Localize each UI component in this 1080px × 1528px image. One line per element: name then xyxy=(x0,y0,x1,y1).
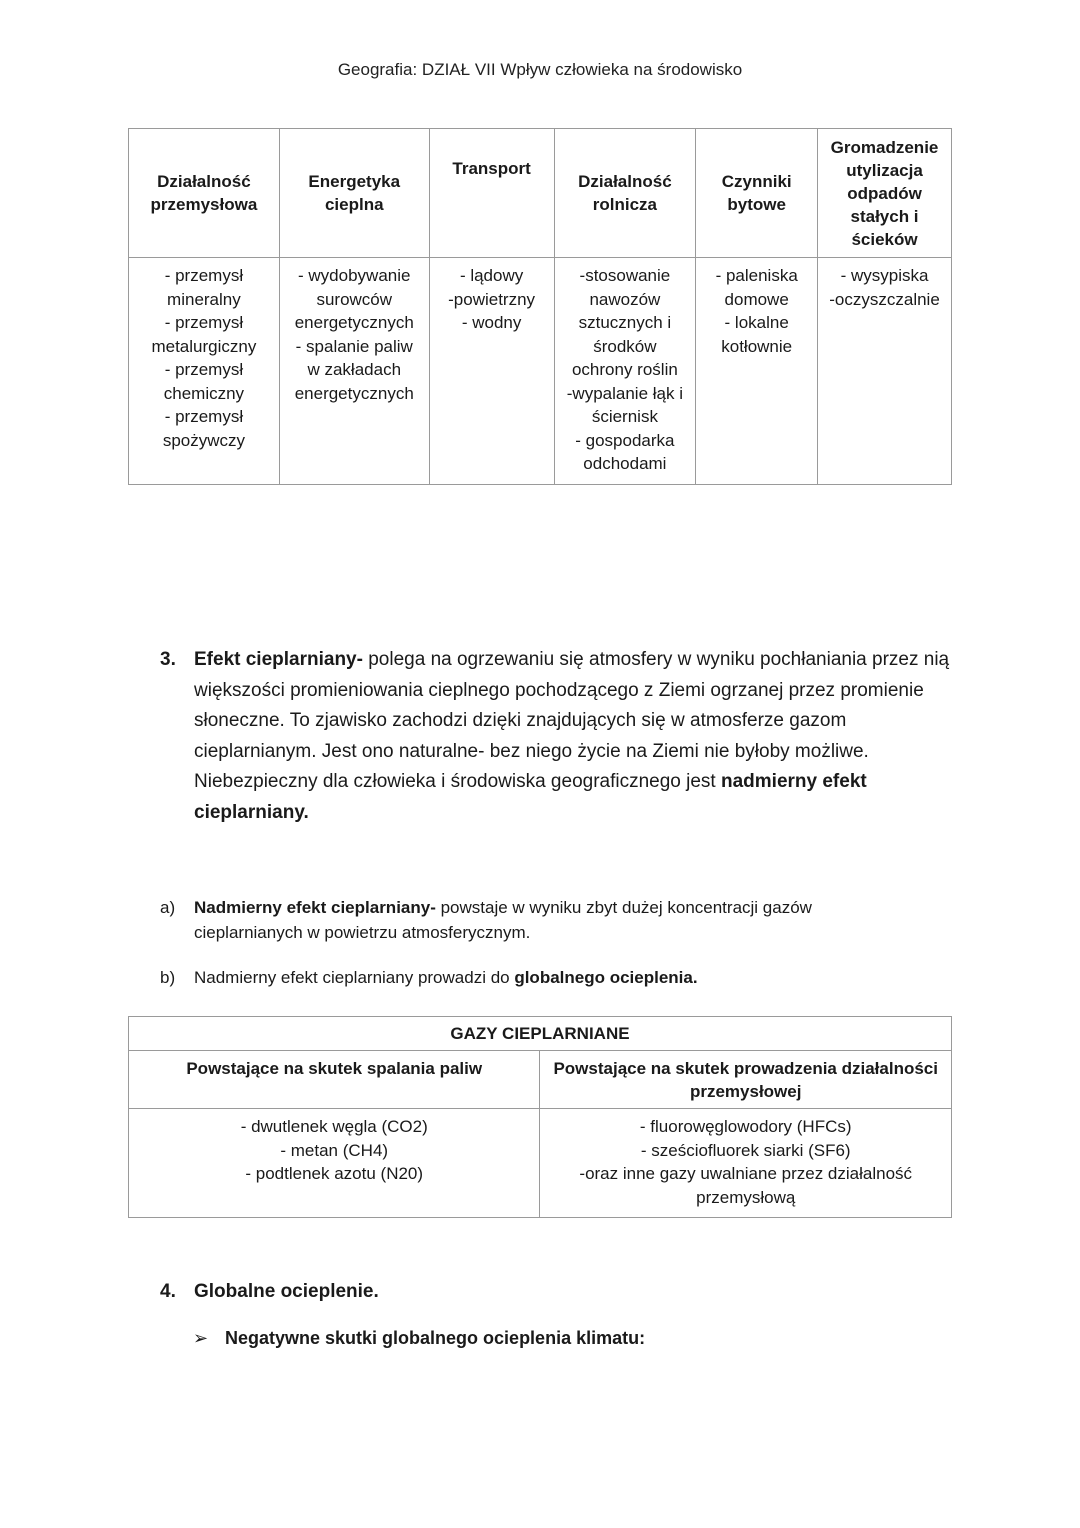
section-4-global-warming xyxy=(160,1281,379,1303)
table-title: GAZY CIEPLARNIANE xyxy=(129,1017,952,1051)
header-cell: Działalność rolnicza xyxy=(554,129,696,258)
item-text: powstaje w wyniku zbyt dużej koncentracji gazów cieplarnianych w powietrzu atmosferycznym. xyxy=(194,898,812,942)
definition-text: polega na ogrzewaniu się atmosfery w wyniku pochłaniania przez nią większości promieniowania cieplnego pochodzącego z Ziemi ogrzanej przez promienie słoneczne. To zjawisko zachodzi dzięki znajdujących się w atmosferze gazom cieplarnianym. Jest ono naturalne- bez niego życie na Ziemi nie byłoby możliwe. Niebezpieczny dla człowieka i środowiska geograficznego jest xyxy=(194,649,950,792)
item-label: a) xyxy=(160,898,176,917)
table-cell: - wysypiska -oczyszczalnie xyxy=(818,258,952,485)
header-cell: Powstające na skutek prowadzenia działalności przemysłowej xyxy=(540,1051,952,1109)
table-cell: - wydobywanie surowców energetycznych - spalanie paliw w zakładach energetycznych xyxy=(279,258,429,485)
greenhouse-gases-table xyxy=(128,1016,952,1218)
header-cell: Transport xyxy=(429,129,554,258)
header-cell: Czynniki bytowe xyxy=(696,129,818,258)
header-cell: Działalność przemysłowa xyxy=(129,129,280,258)
table-cell: - dwutlenek węgla (CO2) - metan (CH4) - podtlenek azotu (N20) xyxy=(129,1109,540,1218)
table-cell: - fluorowęglowodory (HFCs) - sześciofluorek siarki (SF6) -oraz inne gazy uwalniane przez działalność przemysłową xyxy=(540,1109,952,1218)
term: Nadmierny efekt cieplarniany- xyxy=(194,898,436,917)
item-text: Nadmierny efekt cieplarniany prowadzi do xyxy=(194,968,515,987)
list-item-b xyxy=(160,965,920,990)
header-cell: Energetyka cieplna xyxy=(279,129,429,258)
item-label: b) xyxy=(160,968,176,987)
arrow-bullet-icon: ➢ xyxy=(193,1328,209,1348)
table-cell: -stosowanie nawozów sztucznych i środków ochrony roślin -wypalanie łąk i ściernisk - gospodarka odchodami xyxy=(554,258,696,485)
section-number: 4. xyxy=(160,1281,176,1302)
header-cell: Powstające na skutek spalania paliw xyxy=(129,1051,540,1109)
pollution-sources-table xyxy=(128,128,952,485)
section-title: Globalne ocieplenie. xyxy=(194,1281,379,1302)
section-number: 3. xyxy=(160,649,176,670)
emphasis: nadmierny efekt cieplarniany. xyxy=(194,771,867,823)
bullet-item xyxy=(193,1328,645,1349)
section-3-paragraph xyxy=(194,645,960,828)
table-cell: - lądowy -powietrzny - wodny xyxy=(429,258,554,485)
bullet-text: Negatywne skutki globalnego ocieplenia klimatu: xyxy=(225,1328,646,1348)
page-header: Geografia: DZIAŁ VII Wpływ człowieka na środowisko xyxy=(337,60,743,79)
section-3-greenhouse-effect xyxy=(160,645,960,828)
emphasis: globalnego ocieplenia. xyxy=(514,968,698,987)
table-header-row xyxy=(129,129,952,258)
table-row xyxy=(129,258,952,485)
table-cell: - paleniska domowe - lokalne kotłownie xyxy=(696,258,818,485)
term: Efekt cieplarniany- xyxy=(194,649,363,670)
list-item-a xyxy=(160,895,920,945)
table-cell: - przemysł mineralny - przemysł metalurgiczny - przemysł chemiczny - przemysł spożywczy xyxy=(129,258,280,485)
header-cell: Gromadzenie utylizacja odpadów stałych i ścieków xyxy=(818,129,952,258)
